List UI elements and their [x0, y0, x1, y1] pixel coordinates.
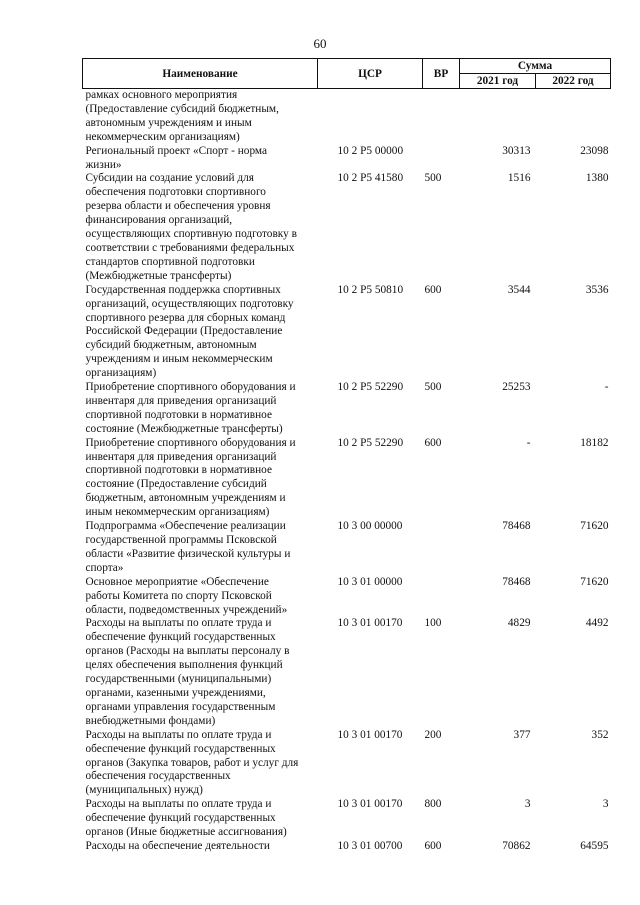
row-name-line: автономным учреждениям и иным: [85, 116, 252, 129]
row-amount-2021: 30313: [502, 144, 531, 157]
row-name-line: осуществляющих спортивную подготовку в: [85, 228, 297, 241]
row-amount-2022: -: [604, 381, 609, 394]
table-row: [83, 798, 611, 840]
row-name-line: Расходы на выплаты по оплате труда и: [85, 617, 272, 630]
table-row: [83, 617, 611, 728]
row-name-cell: [83, 798, 318, 840]
row-name-cell: [83, 576, 318, 618]
header-year-2022: 2022 год: [536, 74, 611, 89]
row-csr-code: 10 3 01 00170: [337, 798, 403, 811]
header-name: Наименование: [83, 59, 318, 89]
header-vr: ВР: [423, 59, 460, 89]
row-csr-code: 10 2 P5 50810: [337, 283, 404, 296]
row-name-line: Приобретение спортивного оборудования и: [85, 381, 296, 394]
row-name-line: обеспечения подготовки спортивного: [85, 186, 266, 199]
row-name-line: состояние (Межбюджетные трансферты): [85, 422, 283, 435]
row-name-line: Основное мероприятие «Обеспечение: [85, 575, 269, 588]
table-header: [83, 59, 611, 89]
row-name-line: спортивного резерва для сборных команд: [85, 311, 286, 324]
row-vr-code: 600: [424, 436, 442, 449]
row-csr-code: 10 3 00 00000: [337, 520, 403, 533]
row-name-cell: [83, 840, 318, 854]
row-name-line: состояние (Предоставление субсидий: [85, 478, 267, 491]
row-vr-code: 100: [424, 617, 442, 630]
row-name-line: резерва области и обеспечения уровня: [85, 200, 271, 213]
row-vr-code: [423, 520, 460, 576]
row-vr-code: 500: [424, 172, 442, 185]
header-sum: Сумма: [460, 59, 611, 74]
row-name-line: организациям): [85, 367, 157, 380]
row-name-line: внебюджетными фондами): [85, 714, 216, 727]
row-vr-code: 800: [424, 798, 442, 811]
row-amount-2021: 78468: [502, 520, 531, 533]
row-name-cell: [83, 172, 318, 283]
table-row: [83, 437, 611, 520]
row-name-line: (Межбюджетные трансферты): [85, 269, 232, 282]
row-csr-code: 10 3 01 00170: [337, 728, 403, 741]
row-csr-code: 10 2 P5 52290: [337, 436, 404, 449]
row-name-line: некоммерческим организациям): [85, 130, 240, 143]
row-name-line: инвентаря для приведения организаций: [85, 394, 277, 407]
row-csr-code: 10 2 P5 41580: [337, 172, 404, 185]
row-name-line: области, подведомственных учреждений»: [85, 603, 288, 616]
row-name-line: финансирования организаций,: [85, 214, 233, 227]
row-csr-code: 10 3 01 00000: [337, 575, 403, 588]
row-name-line: обеспечение функций государственных: [85, 812, 276, 825]
row-amount-2022: 18182: [580, 436, 609, 449]
row-name-line: Расходы на выплаты по оплате труда и: [85, 798, 272, 811]
row-name-line: спорта»: [85, 561, 124, 574]
row-name-line: Субсидии на создание условий для: [85, 172, 254, 185]
row-amount-2021: 4829: [507, 617, 531, 630]
row-csr-code: 10 3 01 00170: [337, 617, 403, 630]
table-row: [83, 172, 611, 283]
row-name-line: органов (Закупка товаров, работ и услуг для: [85, 756, 299, 769]
row-csr-code: 10 2 P5 00000: [337, 144, 404, 157]
row-amount-2022: 71620: [580, 520, 609, 533]
row-amount-2021: -: [526, 436, 531, 449]
row-name-cell: [83, 284, 318, 381]
row-vr-code: 500: [424, 381, 442, 394]
row-amount-2021: 78468: [502, 575, 531, 588]
row-name-cell: [83, 729, 318, 799]
table-row: [83, 89, 611, 145]
row-amount-2022: 4492: [585, 617, 609, 630]
row-name-line: спортивной подготовки в нормативное: [85, 464, 272, 477]
row-name-line: Расходы на обеспечение деятельности: [85, 839, 270, 852]
row-name-line: органов (Иные бюджетные ассигнования): [85, 826, 287, 839]
row-amount-2021: 25253: [502, 381, 531, 394]
row-vr-code: [423, 89, 460, 145]
row-name-cell: [83, 617, 318, 728]
table-row: [83, 284, 611, 381]
row-name-line: спортивной подготовки в нормативное: [85, 408, 272, 421]
row-name-cell: [83, 520, 318, 576]
table-row: [83, 145, 611, 173]
row-name-line: Региональный проект «Спорт - норма: [85, 144, 268, 157]
row-amount-2022: 352: [591, 728, 609, 741]
row-name-line: рамках основного мероприятия: [85, 89, 238, 101]
table-row: [83, 840, 611, 854]
budget-table: [82, 58, 611, 854]
row-name-line: учреждениям и иным некоммерческим: [85, 353, 273, 366]
row-amount-2021: [460, 89, 536, 145]
row-name-line: органами управления государственным: [85, 700, 276, 713]
row-name-line: целях обеспечения выполнения функций: [85, 659, 283, 672]
row-amount-2022: [536, 89, 611, 145]
row-amount-2022: 23098: [580, 144, 609, 157]
row-name-line: стандартов спортивной подготовки: [85, 255, 255, 268]
row-name-line: органов (Расходы на выплаты персоналу в: [85, 645, 290, 658]
row-vr-code: [423, 576, 460, 618]
row-name-line: (Предоставление субсидий бюджетным,: [85, 102, 279, 115]
row-name-line: (муниципальных) нужд): [85, 784, 203, 797]
row-name-line: жизни»: [85, 158, 122, 171]
row-amount-2021: 1516: [507, 172, 531, 185]
row-vr-code: 600: [424, 283, 442, 296]
row-name-line: Расходы на выплаты по оплате труда и: [85, 728, 272, 741]
row-amount-2022: 71620: [580, 575, 609, 588]
table-row: [83, 381, 611, 437]
row-name-line: обеспечение функций государственных: [85, 631, 276, 644]
row-name-line: Подпрограмма «Обеспечение реализации: [85, 520, 286, 533]
row-name-line: бюджетным, автономным учреждениям и: [85, 492, 286, 505]
row-amount-2022: 3536: [585, 283, 609, 296]
header-csr: ЦСР: [318, 59, 423, 89]
row-name-cell: [83, 381, 318, 437]
row-name-cell: [83, 145, 318, 173]
row-vr-code: 200: [424, 728, 442, 741]
budget-table-container: [82, 58, 610, 854]
row-name-cell: [83, 437, 318, 520]
row-name-line: Приобретение спортивного оборудования и: [85, 436, 296, 449]
row-name-line: обеспечения государственных: [85, 770, 231, 783]
row-name-line: обеспечение функций государственных: [85, 742, 276, 755]
row-name-line: государственной программы Псковской: [85, 534, 277, 546]
row-name-line: Российской Федерации (Предоставление: [85, 325, 283, 338]
header-year-2021: 2021 год: [460, 74, 536, 89]
row-amount-2022: 64595: [580, 839, 609, 852]
row-name-line: организаций, осуществляющих подготовку: [85, 297, 294, 310]
table-body: [83, 89, 611, 854]
row-name-line: соответствии с требованиями федеральных: [85, 241, 295, 254]
row-amount-2021: 70862: [502, 839, 531, 852]
row-name-line: работы Комитета по спорту Псковской: [85, 589, 272, 602]
table-row: [83, 520, 611, 576]
row-csr-code: 10 2 P5 52290: [337, 381, 404, 394]
row-amount-2022: 3: [602, 798, 609, 811]
row-vr-code: [423, 145, 460, 173]
row-name-line: государственными (муниципальными): [85, 673, 272, 686]
row-amount-2021: 3544: [507, 283, 531, 296]
row-name-line: субсидий бюджетным, автономным: [85, 339, 257, 352]
row-amount-2022: 1380: [585, 172, 609, 185]
table-row: [83, 729, 611, 799]
page-number: 60: [313, 36, 327, 51]
row-name-line: Государственная поддержка спортивных: [85, 283, 281, 296]
row-csr-code: [318, 89, 423, 145]
row-name-line: инвентаря для приведения организаций: [85, 450, 277, 463]
row-amount-2021: 3: [524, 798, 531, 811]
row-amount-2021: 377: [513, 728, 531, 741]
row-name-line: области «Развитие физической культуры и: [85, 547, 291, 560]
table-row: [83, 576, 611, 618]
row-name-line: органами, казенными учреждениями,: [85, 686, 266, 699]
row-vr-code: 600: [424, 839, 442, 852]
row-name-line: иным некоммерческим организациям): [85, 506, 270, 519]
row-csr-code: 10 3 01 00700: [337, 839, 403, 852]
row-name-cell: [83, 89, 318, 145]
